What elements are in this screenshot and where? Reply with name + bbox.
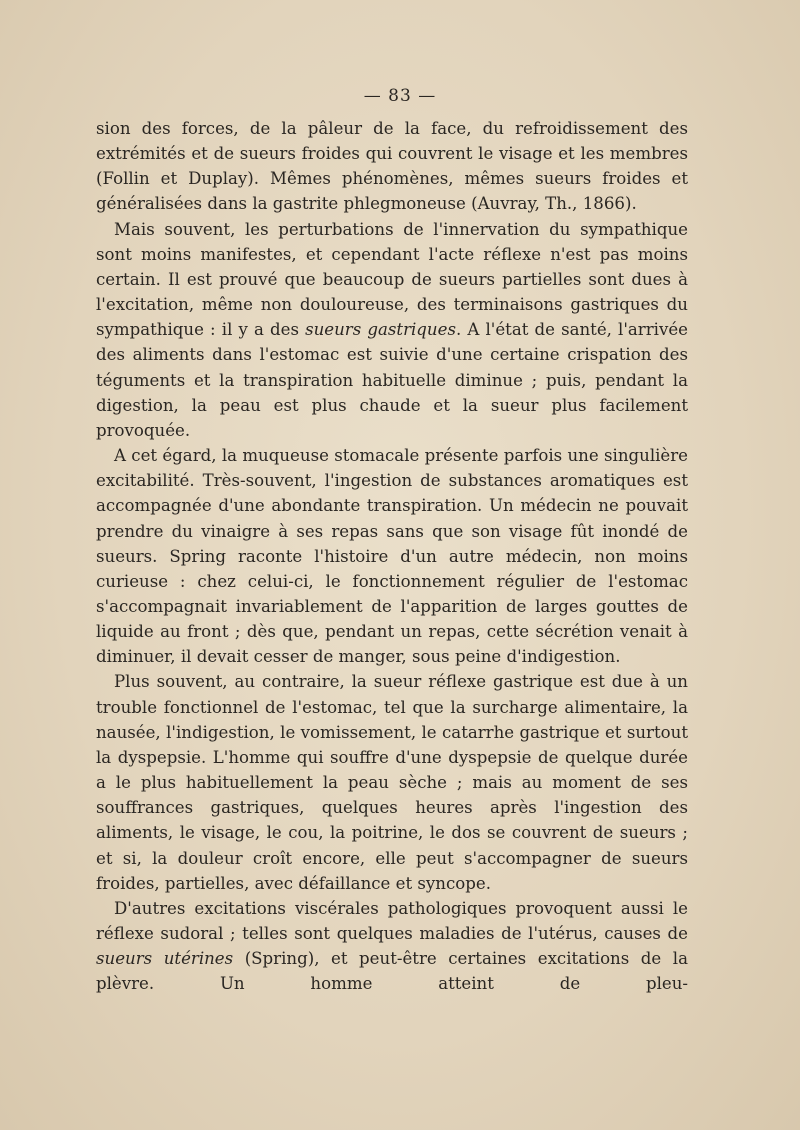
italic-term-sueurs-gastriques: sueurs gastriques <box>305 320 456 340</box>
paragraph-2 <box>96 217 688 443</box>
italic-term-sueurs-uterines: sueurs utérines <box>96 949 234 969</box>
paragraph-5 <box>96 896 688 997</box>
page-number: — 83 — <box>363 86 437 106</box>
paragraph-4: Plus souvent, au contraire, la sueur réflexe gastrique est due à un trouble fonctionnel de l'estomac, tel que la surcharge alimentaire, la nausée, l'indigestion, le vomissement, le catarrhe gastrique et surtout la dyspepsie. L'homme qui souffre d'une dyspepsie de quelque durée a le plus habituellement la peau sèche ; mais au moment de ses souffrances gastriques, quelques heures après l'ingestion des aliments, le visage, le cou, la poitrine, le dos se couvrent de sueurs ; et si, la douleur croît encore, elle peut s'accompagner de sueurs froides, partielles, avec défaillance et syncope. <box>96 672 688 893</box>
paragraph-5-text-after: (Spring), et peut-être certaines excitations de la plèvre. Un homme atteint de pleu- <box>96 949 689 994</box>
paragraph-5-text-before: D'autres excitations viscérales pathologiques provoquent aussi le réflexe sudoral ; telles sont quelques maladies de l'utérus, causes de <box>96 898 688 943</box>
body-text <box>96 116 688 996</box>
paragraph-3: A cet égard, la muqueuse stomacale présente parfois une singulière excitabilité. Très-souvent, l'ingestion de substances aromatiques est accompagnée d'une abondante transpiration. Un médecin ne pouvait prendre du vinaigre à ses repas sans que son visage fût inondé de sueurs. Spring raconte l'histoire d'un autre médecin, non moins curieuse : chez celui-ci, le fonctionnement régulier de l'estomac s'accompagnait invariablement de l'apparition de larges gouttes de liquide au front ; dès que, pendant un repas, cette sécrétion venait à diminuer, il devait cesser de manger, sous peine d'indigestion. <box>96 446 688 667</box>
paragraph-2-text-after: . A l'état de santé, l'arrivée des aliments dans l'estomac est suivie d'une certaine crispation des téguments et la transpiration habituelle diminue ; puis, pendant la digestion, la peau est plus chaude et la sueur plus facilement provoquée. <box>96 320 688 440</box>
paragraph-1: sion des forces, de la pâleur de la face, du refroidissement des extrémités et de sueurs froides qui couvrent le visage et les membres (Follin et Duplay). Mêmes phénomènes, mêmes sueurs froides et généralisées dans la gastrite phlegmoneuse (Auvray, Th., 1866). <box>96 119 688 214</box>
paragraph-2-text-before: Mais souvent, les perturbations de l'innervation du sympathique sont moins manifestes, et cependant l'acte réflexe n'est pas moins certain. Il est prouvé que beaucoup de sueurs partielles sont dues à l'excitation, même non douloureuse, des terminaisons gastriques du sympathique : il y a des <box>96 219 688 340</box>
